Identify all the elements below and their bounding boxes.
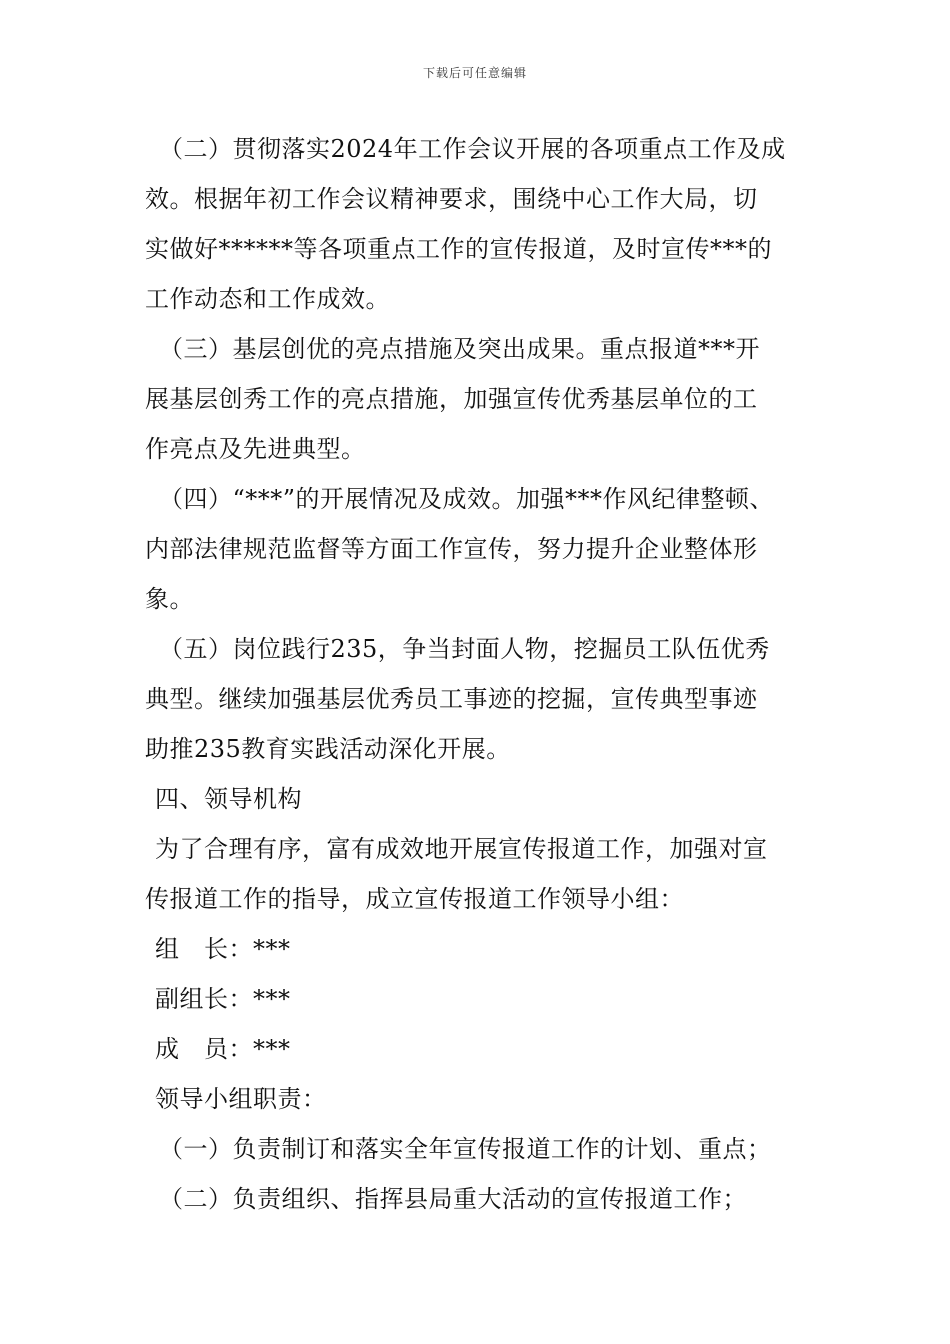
paragraph-line: （三）基层创优的亮点措施及突出成果。重点报道***开 (159, 335, 760, 363)
paragraph-line: 内部法律规范监督等方面工作宣传，努力提升企业整体形 (145, 535, 758, 563)
document-body (145, 128, 825, 1228)
duty-item: （一）负责制订和落实全年宣传报道工作的计划、重点； (159, 1135, 772, 1163)
paragraph-line: 典型。继续加强基层优秀员工事迹的挖掘，宣传典型事迹 (145, 685, 758, 713)
member-line-leader: 组 长：*** (155, 935, 291, 963)
section-heading: 四、领导机构 (155, 785, 302, 813)
paragraph-line: （五）岗位践行235，争当封面人物，挖掘员工队伍优秀 (159, 635, 770, 663)
paragraph-line: 助推235教育实践活动深化开展。 (145, 735, 511, 763)
paragraph-line: （四）“***”的开展情况及成效。加强***作风纪律整顿、 (159, 485, 775, 513)
duty-item: （二）负责组织、指挥县局重大活动的宣传报道工作； (159, 1185, 747, 1213)
duties-heading: 领导小组职责： (155, 1085, 327, 1113)
paragraph-line: （二）贯彻落实2024年工作会议开展的各项重点工作及成 (159, 135, 786, 163)
paragraph-line: 为了合理有序，富有成效地开展宣传报道工作，加强对宣 (155, 835, 768, 863)
paragraph-line: 作亮点及先进典型。 (145, 435, 366, 463)
paragraph-line: 工作动态和工作成效。 (145, 285, 390, 313)
member-line-deputy: 副组长：*** (155, 985, 291, 1013)
member-line-members: 成 员：*** (155, 1035, 291, 1063)
paragraph-line: 传报道工作的指导，成立宣传报道工作领导小组： (145, 885, 684, 913)
paragraph-line: 实做好******等各项重点工作的宣传报道，及时宣传***的 (145, 235, 772, 263)
paragraph-line: 象。 (145, 585, 194, 613)
page-header: 下载后可任意编辑 (422, 66, 527, 80)
paragraph-line: 展基层创秀工作的亮点措施，加强宣传优秀基层单位的工 (145, 385, 758, 413)
paragraph-line: 效。根据年初工作会议精神要求，围绕中心工作大局，切 (145, 185, 758, 213)
